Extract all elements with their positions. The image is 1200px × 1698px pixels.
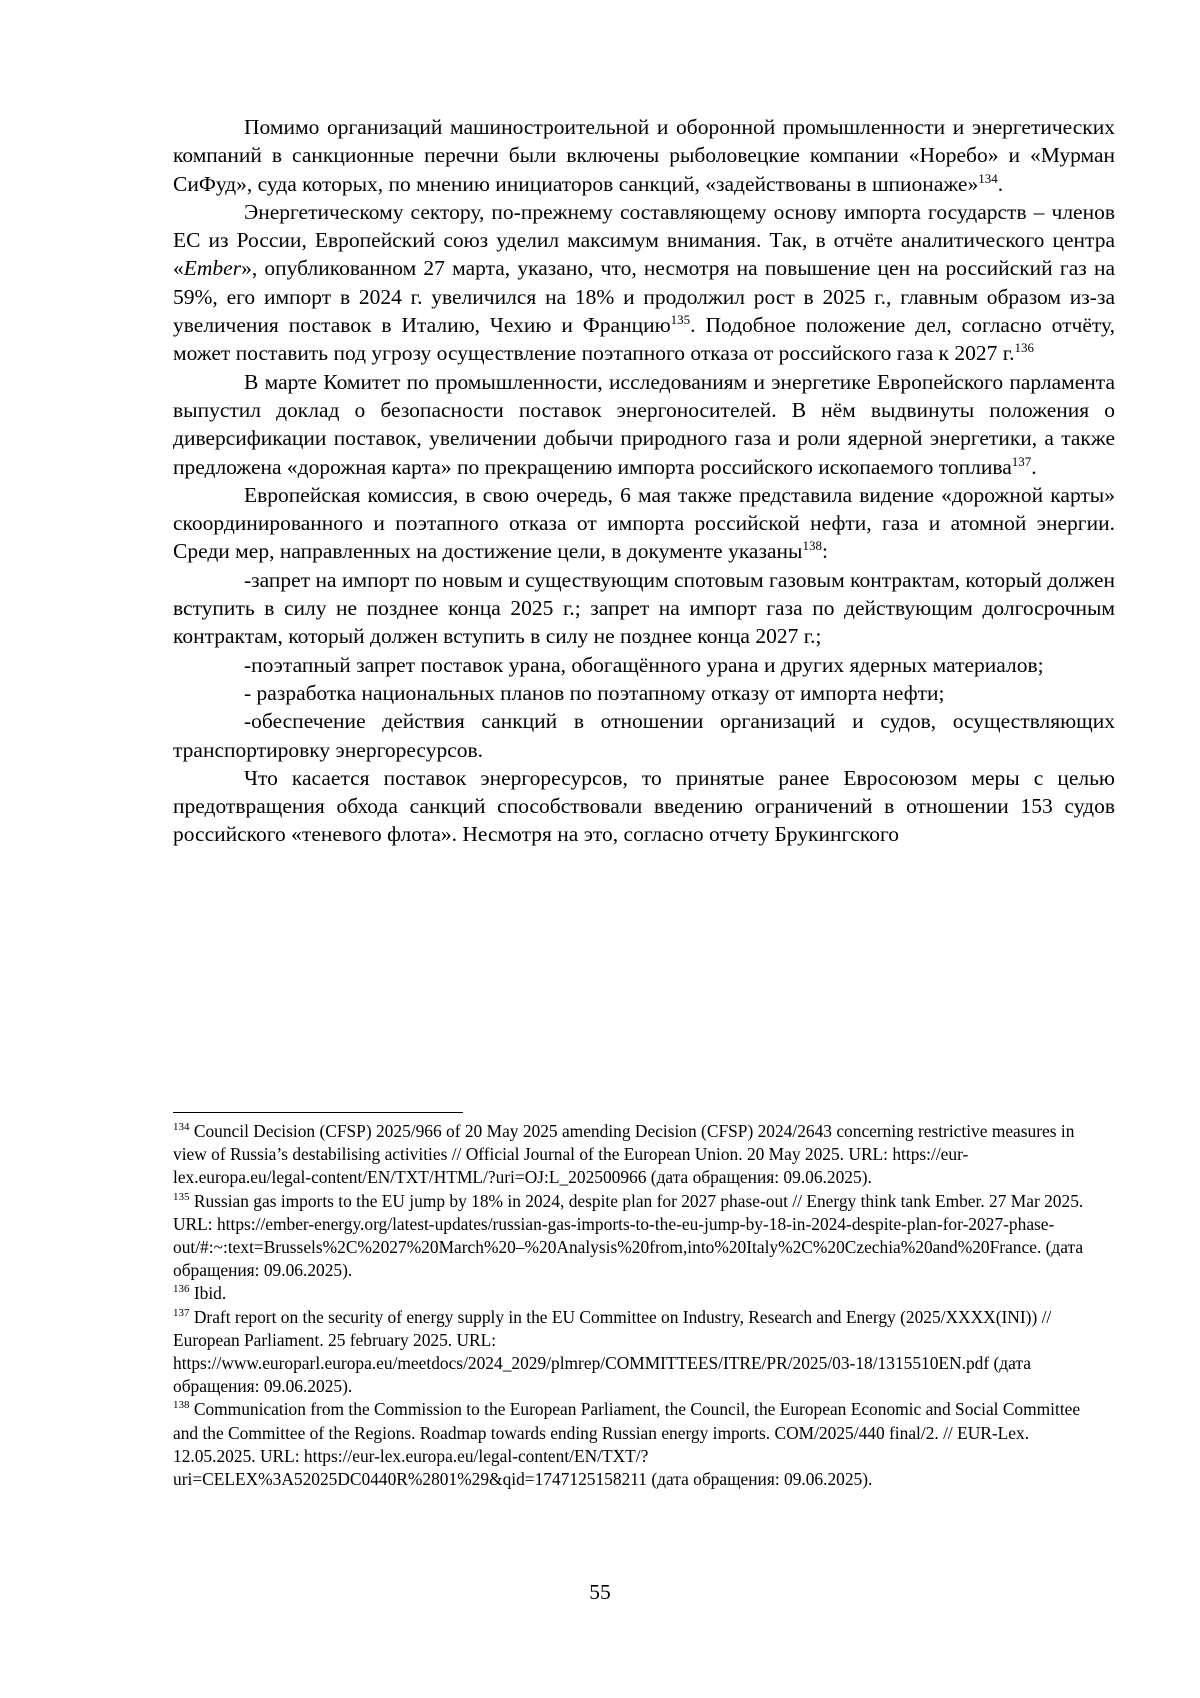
- text-run: Европейская комиссия, в свою очередь, 6 мая также представила видение «дорожной карты» скоординированного и поэтапного отказа от импорта российской нефти, газа и атомной энергии. Среди мер, направленных на достижение цели, в документе указаны: [173, 482, 1115, 564]
- footnote-text: Council Decision (CFSP) 2025/966 of 20 May 2025 amending Decision (CFSP) 2024/2643 concerning restrictive measures in view of Russia’s destabilising activities // Official Journal of the European Union. 20 May 2025. URL: https://eur-lex.europa.eu/legal-content/EN/TXT/HTML/?uri=OJ:L_202500966 (дата обращения: 09.06.2025).: [173, 1121, 1075, 1188]
- footnote-text: Draft report on the security of energy supply in the EU Committee on Industry, Research and Energy (2025/XXXX(INI)) // European Parliament. 25 february 2025. URL: https://www.europarl.europa.eu/meetdocs/2024_2029/plmrep/COMMITTEES/ITRE/PR/2025/03-18/1315510EN.pdf (дата обращения: 09.06.2025).: [173, 1306, 1052, 1397]
- footnote-text: Communication from the Commission to the European Parliament, the Council, the European Economic and Social Committee and the Committee of the Regions. Roadmap towards ending Russian energy imports. COM/2025/440 final/2. // EUR-Lex. 12.05.2025. URL: https://eur-lex.europa.eu/legal-content/EN/TXT/?uri=CELEX%3A52025DC0440R%2801%29&qid=1747125158211 (дата обращения: 09.06.2025).: [173, 1399, 1081, 1490]
- footnote: [173, 1306, 1093, 1399]
- body-paragraph: [173, 707, 1115, 764]
- footnotes: [173, 1120, 1093, 1491]
- footnote: [173, 1120, 1093, 1190]
- text-run: Что касается поставок энергоресурсов, то принятые ранее Евросоюзом меры с целью предотвращения обхода санкций способствовали введению ограничений в отношении 153 судов российского «теневого флота». Несмотря на это, согласно отчету Брукингского: [173, 765, 1115, 847]
- footnote-reference: 138: [802, 538, 822, 554]
- footnote-text: Russian gas imports to the EU jump by 18% in 2024, despite plan for 2027 phase-out // Energy think tank Ember. 27 Mar 2025. URL: https://ember-energy.org/latest-updates/russian-gas-imports-to-the-eu-jump-by-18-in-2024-despite-plan-for-2027-phase-out/#:~:text=Brussels%2C%2027%20March%20–%20Analysis%20from,into%20Italy%2C%20Czechia%20and%20France. (дата обращения: 09.06.2025).: [173, 1190, 1084, 1281]
- text-run: .: [997, 171, 1004, 196]
- body-paragraph: [173, 651, 1115, 679]
- footnote-reference: 137: [1011, 453, 1032, 469]
- footnote-reference: 136: [1014, 340, 1035, 356]
- text-run: Помимо организаций машиностроительной и оборонной промышленности и энергетических компаний в санкционные перечни были включены рыболовецкие компании «Норебо» и «Мурман СиФуд», суда которых, по мнению инициаторов санкций, «задействованы в шпионаже»: [173, 115, 1115, 196]
- body-paragraph: [173, 679, 1115, 707]
- footnote-number: 134: [173, 1121, 190, 1134]
- footnote-number: 136: [173, 1283, 190, 1296]
- text-run: - разработка национальных планов по поэтапному отказу от импорта нефти;: [244, 680, 945, 705]
- footnote: [173, 1398, 1093, 1491]
- footnote-number: 137: [173, 1306, 190, 1319]
- footnote-number: 135: [173, 1190, 190, 1203]
- text-run: Энергетическому сектору, по-прежнему составляющему основу импорта государств – членов ЕС из России, Европейский союз уделил максимум внимания. Так, в отчёте аналитического центра «: [173, 199, 1115, 281]
- body-paragraph: [173, 481, 1115, 566]
- body-text: [173, 113, 1115, 849]
- footnote-reference: 135: [670, 311, 691, 327]
- text-run: :: [821, 539, 828, 564]
- text-run: -поэтапный запрет поставок урана, обогащённого урана и других ядерных материалов;: [244, 652, 1044, 677]
- body-paragraph: [173, 566, 1115, 651]
- text-run: . Подобное положение дел, согласно отчёту, может поставить под угрозу осуществление поэтапного отказа от российского газа к 2027 г.: [173, 313, 1115, 366]
- body-paragraph: [173, 113, 1115, 198]
- text-run: В марте Комитет по промышленности, исследованиям и энергетике Европейского парламента выпустил доклад о безопасности поставок энергоносителей. В нём выдвинуты положения о диверсификации поставок, увеличении добычи природного газа и роли ядерной энергетики, а также предложена «дорожная карта» по прекращению импорта российского ископаемого топлива: [173, 369, 1115, 479]
- footnote-reference: 134: [978, 170, 998, 186]
- italic-text: Ember: [183, 256, 242, 281]
- footnote-separator: [173, 1112, 463, 1113]
- footnote: [173, 1190, 1093, 1283]
- text-run: », опубликованном 27 марта, указано, что, несмотря на повышение цен на российский газ на 59%, его импорт в 2024 г. увеличился на 18% и продолжил рост в 2025 г., главным образом из-за увеличения поставок в Италию, Чехию и Францию: [173, 256, 1115, 338]
- body-paragraph: [173, 764, 1115, 849]
- footnote-number: 138: [173, 1399, 190, 1412]
- body-paragraph: [173, 368, 1115, 481]
- text-run: .: [1031, 454, 1037, 479]
- text-run: -обеспечение действия санкций в отношении организаций и судов, осуществляющих транспортировку энергоресурсов.: [173, 709, 1115, 762]
- footnote-text: Ibid.: [193, 1283, 227, 1304]
- text-run: -запрет на импорт по новым и существующим спотовым газовым контрактам, который должен вступить в силу не позднее конца 2025 г.; запрет на импорт газа по действующим долгосрочным контрактам, который должен вступить в силу не позднее конца 2027 г.;: [173, 567, 1115, 649]
- page-number: 55: [589, 1580, 611, 1604]
- body-paragraph: [173, 198, 1115, 368]
- footnote: [173, 1282, 1093, 1305]
